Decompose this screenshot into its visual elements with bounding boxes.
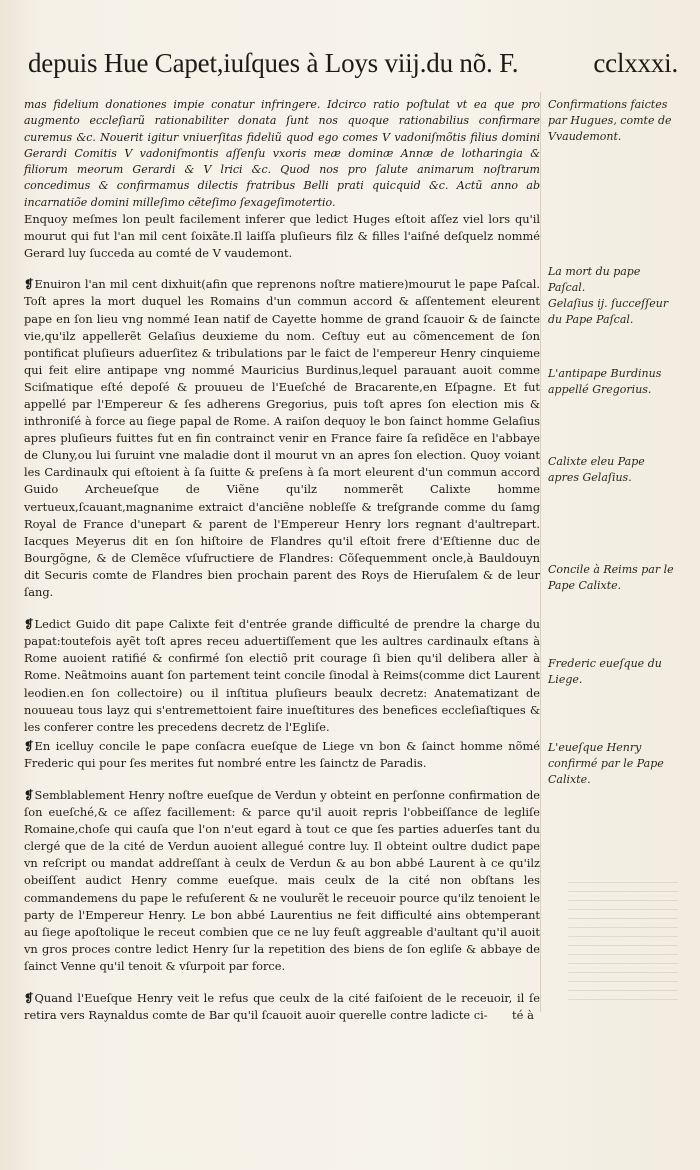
pilcrow-icon: ❡ [24, 617, 34, 632]
paragraph-frederic [24, 738, 540, 772]
latin-charter-paragraph: mas fidelium donationes impie conatur infringere. Idcirco ratio poſtulat vt ea que pro augmento eccleſiarũ rationabiliter donata ſunt nos quoque rationabilius confirmare curemus &c. Nouerit igitur vniuerſitas fideliũ quod ego comes V vadoniſmõtis filius domini Gerardi Comitis V vadoniſmontis aſſenſu vxoris meæ dominæ Annæ de lotharingia & filiorum meorum Gerardi & V lrici &c. Quod nos pro ſalute animarum noſtrarum concedimus & confirmamus dilectis fratribus Belli prati quicquid &c. Actũ anno ab incarnatiõe domini milleſimo cẽteſimo ſexageſimotertio. [24, 98, 540, 209]
catchword: té à [512, 1008, 534, 1022]
paragraph-guido-calixte [24, 616, 540, 736]
ink-show-through [568, 880, 678, 1000]
paragraph-pascal-gelasius [24, 276, 540, 601]
main-text-column [24, 97, 540, 1039]
margin-note-council-reims: Concile à Reims par le Pape Calixte. [548, 563, 674, 592]
paragraph-text: Quand l'Eueſque Henry veit le refus que ceulx de la cité faiſoient de le receuoir, il ſe retira vers Raynaldus comte de Bar qu'il ſcauoit auoir querelle contre ladicte ci- [24, 991, 540, 1023]
margin-note-frederic: Frederic eueſque du Liege. [548, 657, 662, 686]
margin-note-pascal-death: La mort du pape Paſcal. [548, 265, 641, 294]
running-head [28, 48, 678, 79]
margin-rule [540, 92, 541, 1012]
pilcrow-icon: ❡ [24, 787, 34, 802]
margin-note-gelasius: Gelaſius ij. ſucceſſeur du Pape Paſcal. [548, 297, 669, 326]
margin-note-antipope: L'antipape Burdinus appellé Gregorius. [548, 367, 662, 396]
paragraph-text: Semblablement Henry noſtre eueſque de Verdun y obteint en perſonne confirmation de ſon eueſché,& ce aſſez facillement: & parce qu'il auoit repris l'obbeiſſance de legliſe Romaine,choſe qui cauſa que l'on n'eut egard à tout ce que ſes parties aduerſes tant du clergé que de la cité de Verdun auoient allegué contre luy. Il obteint oultre dudict pape vn reſcript ou mandat addreſſant à ceulx de Verdun & au bon abbé Laurent à ce qu'ilz obeiſſent audict Henry comme eueſque. mais ceulx de la cité non obſtans les commandemens du pape le refuſerent & ne voulurẽt le receuoir pource qu'ilz tenoient le party de l'Empereur Henry. Le bon abbé Laurentius ne feit difficulté ains obtemperant au ſiege apoſtolique le receut combien que ce ne luy feuſt aggreable d'aultant qu'il auoit vn gros proces contre ledict Henry ſur la repetition des biens de ſon egliſe & abbaye de ſainct Venne qu'il tenoit & vſurpoit par force. [24, 787, 540, 973]
paragraph-henry-refused [24, 990, 540, 1024]
margin-note-confirmations: Confirmations faictes par Hugues, comte de Vvaudemont. [548, 98, 672, 143]
margin-note-calixte-elected: Calixte eleu Pape apres Gelaſius. [548, 455, 645, 484]
paragraph-text: Enuiron l'an mil cent dixhuit(afin que reprenons noſtre matiere)mourut le pape Paſcal. Toſt apres la mort duquel les Romains d'un commun accord & aſſentement eleurent pape en ſon lieu vng nommé Iean natif de Cayette homme de grand ſcauoir & de ſaincte vie,qu'ilz appellerẽt Gelaſius deuxieme du nom. Ceſtuy eut au cõmencement de ſon pontificat pluſieurs aduerſitez & tribulations par le faict de l'empereur Henry cinquieme qui feit elire antipape vng nommé Mauricius Burdinus,lequel parauant auoit comme Sciſmatique eſté depoſé & prouueu de l'Eueſché de Bracarente,en Eſpagne. Et fut appellé par l'Empereur & ſes adherens Gregorius, puis toſt apres ſon election mis & inthroniſé à force au ſiege papal de Rome. A raiſon dequoy le bon ſainct homme Gelaſius apres pluſieurs fuittes fut en fin contrainct venir en France faire ſa reſidẽce en l'abbaye de Cluny,ou lui ſuruint vne maladie dont il mourut vn an apres ſon election. Quoy voiant les Cardinaulx qui eſtoient à ſa ſuitte & preſens à ſa mort eleurent d'un commun accord Guido Archeueſque de Viẽne qu'ilz nommerẽt Calixte homme vertueux,ſcauant,magnanime extraict d'anciẽne nobleſſe & treſgrande comme du ſamg Royal de France d'unepart & parent de l'Empereur Henry lors regnant d'aultrepart. Iacques Meyerus dit en ſon hiſtoire de Flandres qu'il eſtoit frere d'Eſtienne duc de Bourgõgne, & de Clemẽce vſufructiere de Flandres: Cõſequemment oncle,à Bauldouyn dit Securis comte de Flandres bien prochain parent des Roys de Hieruſalem & de leur ſang. [24, 277, 540, 600]
pilcrow-icon: ❡ [24, 991, 34, 1006]
folio-number: cclxxxi. [593, 48, 678, 78]
running-head-title: depuis Hue Capet,iuſques à Loys viij.du nõ. F. [28, 48, 519, 78]
paragraph-text: En icelluy concile le pape conſacra eueſque de Liege vn bon & ſainct homme nõmé Frederic qui pour ſes merites fut nombré entre les ſainctz de Paradis. [24, 738, 540, 770]
pilcrow-icon: ❡ [24, 277, 34, 292]
margin-note-henry-confirmed: L'eueſque Henry confirmé par le Pape Calixte. [548, 741, 664, 786]
pilcrow-icon: ❡ [24, 738, 34, 753]
paragraph-hugues-death: Enquoy meſmes lon peult facilement inferer que ledict Huges eſtoit aſſez viel lors qu'il mourut qui fut l'an mil cent ſoixãte.Il laiſſa pluſieurs filz & filles l'aiſné deſquelz nommé Gerard luy ſucceda au comté de V vaudemont. [24, 212, 540, 261]
paragraph-henry-verdun [24, 787, 540, 975]
paragraph-text: Ledict Guido dit pape Calixte feit d'entrée grande difficulté de prendre la charge du papat:toutefois ayẽt toſt apres receu aduertiſſement que les aultres cardinaulx eſtans à Rome auoient ratifié & confirmé ſon electiõ prit courage ſi bien qu'il delibera aller à Rome. Neãtmoins auant ſon partement teint concile ſinodal à Reims(comme dict Laurent leodien.en ſon collectoire) ou il inſtitua pluſieurs beaulx decretz: Anatematizant de nouueau tous layz qui s'entremettoient faire inueſtitures des benefices eccleſiaſtiques & les conferer contre les precedens decretz de l'Egliſe. [24, 617, 540, 734]
